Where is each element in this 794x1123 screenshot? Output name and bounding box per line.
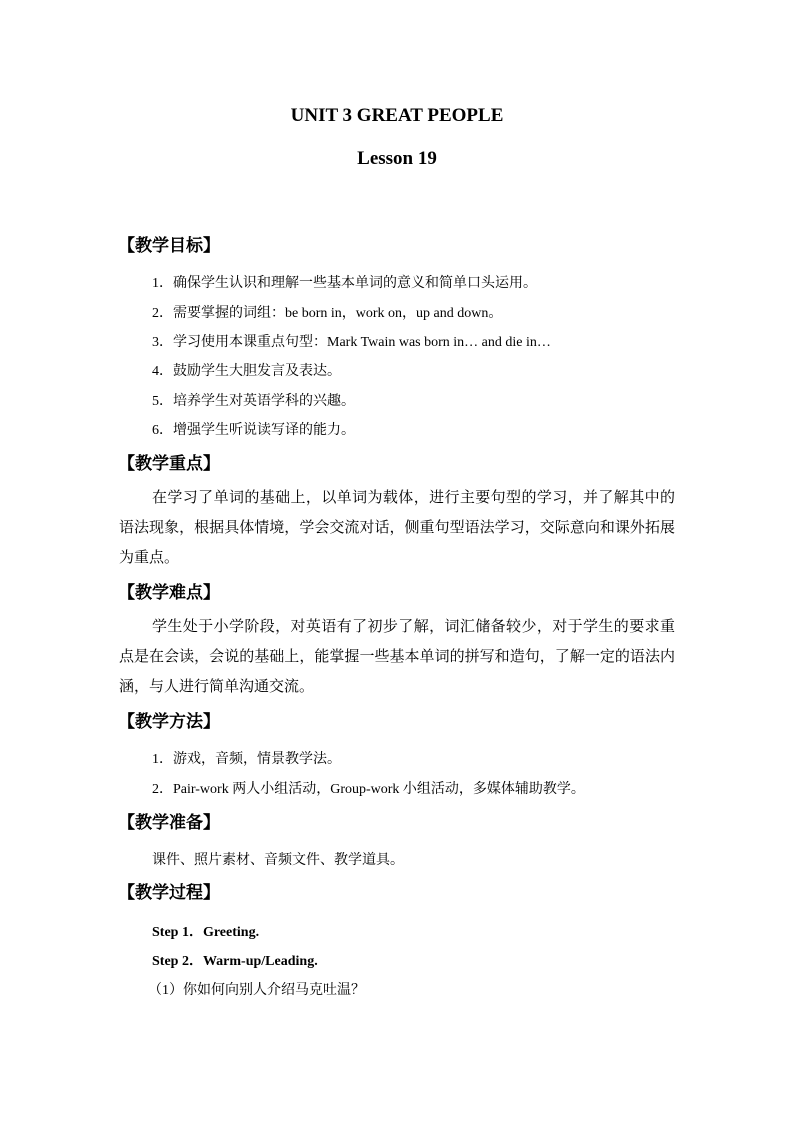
objectives-heading: 【教学目标】	[118, 236, 220, 256]
key-points-paragraph: 在学习了单词的基础上，以单词为载体，进行主要句型的学习，并了解其中的语法现象，根据具体情境，学会交流对话，侧重句型语法学习，交际意向和课外拓展为重点。	[119, 490, 675, 566]
method-item: 1．游戏，音频，情景教学法。	[152, 752, 341, 767]
objective-item: 6．增强学生听说读写译的能力。	[152, 423, 355, 438]
process-step: Step 1．Greeting.	[152, 925, 260, 940]
objective-item: 3．学习使用本课重点句型：Mark Twain was born in… and die in…	[152, 335, 551, 350]
preparation-text: 课件、照片素材、音频文件、教学道具。	[152, 853, 404, 868]
objective-item: 2．需要掌握的词组：be born in，work on，up and down。	[152, 306, 503, 321]
unit-title: UNIT 3 GREAT PEOPLE	[290, 105, 504, 126]
difficulties-heading: 【教学难点】	[118, 583, 220, 603]
process-heading: 【教学过程】	[118, 883, 220, 903]
difficulties-paragraph: 学生处于小学阶段，对英语有了初步了解，词汇储备较少，对于学生的要求重点是在会读，会说的基础上，能掌握一些基本单词的拼写和造句，了解一定的语法内涵，与人进行简单沟通交流。	[119, 619, 675, 695]
methods-heading: 【教学方法】	[118, 712, 220, 732]
preparation-heading: 【教学准备】	[118, 813, 220, 833]
lesson-title: Lesson 19	[357, 148, 437, 169]
objective-item: 1．确保学生认识和理解一些基本单词的意义和简单口头运用。	[152, 276, 537, 291]
process-question: （1）你如何向别人介绍马克吐温？	[148, 983, 365, 998]
process-step: Step 2．Warm-up/Leading.	[152, 954, 318, 969]
objective-item: 5．培养学生对英语学科的兴趣。	[152, 394, 355, 409]
method-item: 2．Pair-work 两人小组活动，Group-work 小组活动，多媒体辅助教学。	[152, 782, 585, 797]
objective-item: 4．鼓励学生大胆发言及表达。	[152, 364, 341, 379]
key-points-heading: 【教学重点】	[118, 454, 220, 474]
